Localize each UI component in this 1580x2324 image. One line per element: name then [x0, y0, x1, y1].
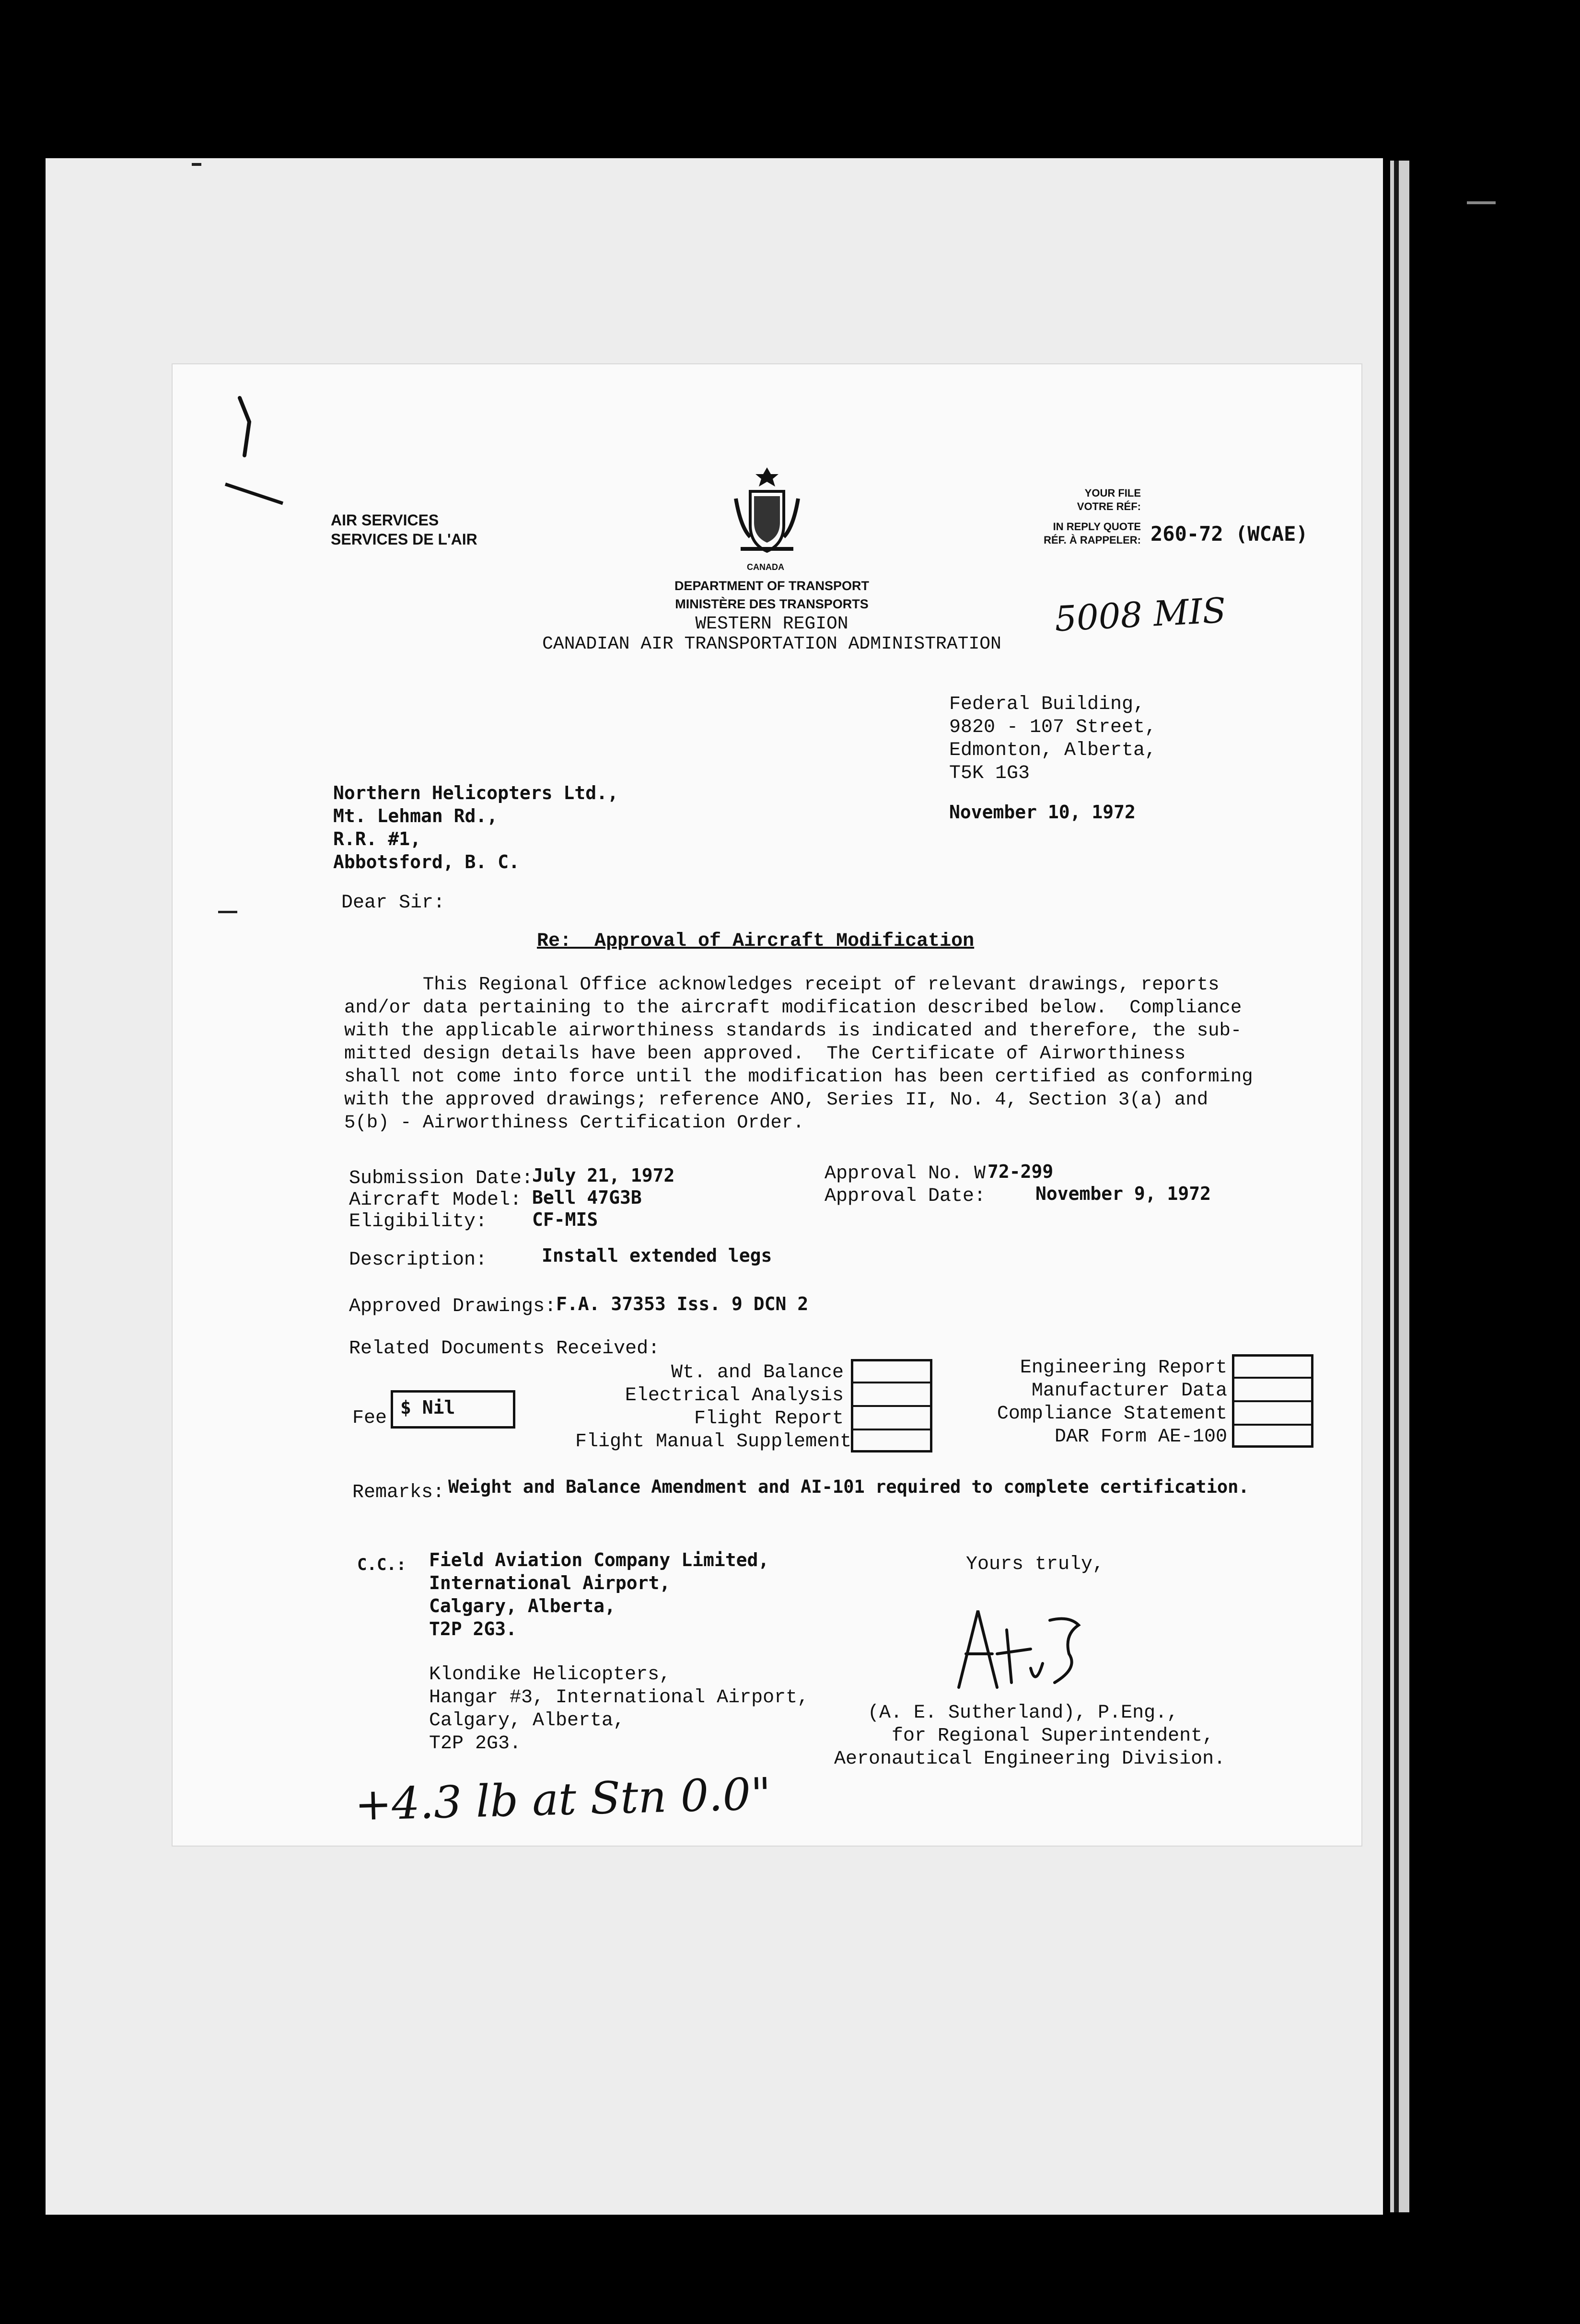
margin-mark	[192, 163, 201, 166]
region-name: WESTERN REGION	[695, 614, 848, 634]
body-line: mitted design details have been approved. The Certificate of Airworthiness	[344, 1043, 1186, 1064]
recipient-address-line: Northern Helicopters Ltd.,	[333, 782, 618, 803]
eligibility-value: CF-MIS	[532, 1209, 598, 1230]
margin-mark	[1467, 201, 1496, 204]
administration-name: CANADIAN AIR TRANSPORTATION ADMINISTRATION	[542, 634, 1001, 654]
department-fr: MINISTÈRE DES TRANSPORTS	[675, 597, 869, 611]
doc-label-engineering-report: Engineering Report	[1020, 1357, 1227, 1379]
handwritten-weight-note: +4.3 lb at Stn 0.0"	[354, 1768, 772, 1831]
checkbox-divider	[851, 1382, 932, 1383]
aircraft-model-value: Bell 47G3B	[532, 1187, 642, 1208]
remarks-label: Remarks:	[352, 1482, 445, 1503]
fee-label: Fee	[352, 1407, 387, 1429]
doc-label-manufacturer-data: Manufacturer Data	[1031, 1380, 1227, 1402]
doc-label-flight-manual-supplement: Flight Manual Supplement	[575, 1431, 852, 1452]
approved-drawings-value: F.A. 37353 Iss. 9 DCN 2	[556, 1293, 809, 1314]
sender-address-line: 9820 - 107 Street,	[949, 717, 1157, 738]
body-line: This Regional Office acknowledges receipt of relevant drawings, reports	[344, 974, 1220, 995]
approved-drawings-label: Approved Drawings:	[349, 1296, 557, 1317]
body-line: with the approved drawings; reference ANO, Series II, No. 4, Section 3(a) and	[344, 1089, 1208, 1110]
checkbox-divider	[1232, 1400, 1313, 1402]
service-name-fr: SERVICES DE L'AIR	[331, 531, 477, 548]
cc-address-line: Calgary, Alberta,	[429, 1595, 616, 1616]
cc-address-line: Calgary, Alberta,	[429, 1710, 625, 1731]
approval-number-value: 72-299	[988, 1161, 1054, 1182]
signatory-name: (A. E. Sutherland), P.Eng.,	[868, 1702, 1179, 1724]
recipient-address-line: Abbotsford, B. C.	[333, 851, 520, 872]
file-reference: 260-72 (WCAE)	[1150, 522, 1308, 546]
sender-address-line: Edmonton, Alberta,	[949, 740, 1157, 761]
crest-label: CANADA	[747, 562, 784, 572]
signatory-title: for Regional Superintendent,	[892, 1725, 1214, 1747]
margin-mark	[218, 911, 237, 913]
cc-address-line: Hangar #3, International Airport,	[429, 1687, 809, 1708]
cc-address-line: International Airport,	[429, 1572, 671, 1593]
body-line: and/or data pertaining to the aircraft modification described below. Compliance	[344, 997, 1242, 1018]
body-line: 5(b) - Airworthiness Certification Order.	[344, 1112, 804, 1133]
related-docs-label: Related Documents Received:	[349, 1338, 660, 1360]
subject-line: Re: Approval of Aircraft Modification	[537, 930, 975, 952]
salutation: Dear Sir:	[341, 892, 445, 914]
canada-crest-icon	[731, 465, 803, 566]
reply-quote-label: IN REPLY QUOTE	[1053, 521, 1141, 533]
cc-address-line: T2P 2G3.	[429, 1618, 517, 1639]
recipient-address-line: Mt. Lehman Rd.,	[333, 805, 498, 826]
body-line: with the applicable airworthiness standards is indicated and therefore, the sub-	[344, 1020, 1242, 1041]
your-file-label-fr: VOTRE RÉF:	[1077, 500, 1141, 512]
description-label: Description:	[349, 1249, 488, 1271]
binder-edge-line	[1394, 161, 1399, 2212]
checkbox-divider	[851, 1405, 932, 1407]
doc-label-weight-balance: Wt. and Balance	[671, 1362, 844, 1383]
doc-label-dar-form: DAR Form AE-100	[1054, 1426, 1227, 1448]
signatory-division: Aeronautical Engineering Division.	[834, 1748, 1226, 1770]
doc-label-electrical-analysis: Electrical Analysis	[625, 1385, 844, 1406]
cc-label: C.C.:	[357, 1555, 407, 1574]
your-file-label: YOUR FILE	[1084, 487, 1141, 499]
recipient-address-line: R.R. #1,	[333, 828, 421, 849]
doc-label-compliance-statement: Compliance Statement	[997, 1403, 1227, 1425]
approval-date-value: November 9, 1972	[1035, 1183, 1211, 1204]
sender-address-line: Federal Building,	[949, 694, 1145, 715]
checkbox-divider	[1232, 1377, 1313, 1379]
page-edge	[1390, 161, 1409, 2212]
submission-date-value: July 21, 1972	[532, 1165, 675, 1186]
doc-label-flight-report: Flight Report	[694, 1408, 844, 1429]
signature-icon	[940, 1592, 1093, 1702]
approval-number-label: Approval No. W	[825, 1163, 986, 1185]
department-en: DEPARTMENT OF TRANSPORT	[674, 579, 869, 593]
handwritten-file-number: 5008 MIS	[1054, 590, 1227, 639]
submission-date-label: Submission Date:	[349, 1168, 534, 1189]
cc-address-line: Field Aviation Company Limited,	[429, 1549, 769, 1570]
checkbox-divider	[851, 1429, 932, 1430]
checkbox-divider	[1232, 1424, 1313, 1426]
body-line: shall not come into force until the modification has been certified as conforming	[344, 1066, 1253, 1087]
approval-date-label: Approval Date:	[825, 1185, 986, 1207]
letter-sheet	[173, 364, 1361, 1846]
reply-quote-label-fr: RÉF. À RAPPELER:	[1044, 534, 1141, 546]
description-value: Install extended legs	[542, 1245, 772, 1266]
cc-address-line: T2P 2G3.	[429, 1733, 522, 1755]
service-name-en: AIR SERVICES	[331, 511, 439, 529]
aircraft-model-label: Aircraft Model:	[349, 1189, 522, 1211]
closing: Yours truly,	[966, 1554, 1104, 1575]
fee-value: $ Nil	[400, 1397, 455, 1418]
eligibility-label: Eligibility:	[349, 1211, 488, 1232]
handwritten-mark	[211, 393, 307, 518]
sender-address-line: T5K 1G3	[949, 763, 1030, 784]
cc-address-line: Klondike Helicopters,	[429, 1664, 671, 1685]
letter-date: November 10, 1972	[949, 802, 1136, 823]
remarks-text: Weight and Balance Amendment and AI-101 required to complete certification.	[448, 1476, 1249, 1497]
